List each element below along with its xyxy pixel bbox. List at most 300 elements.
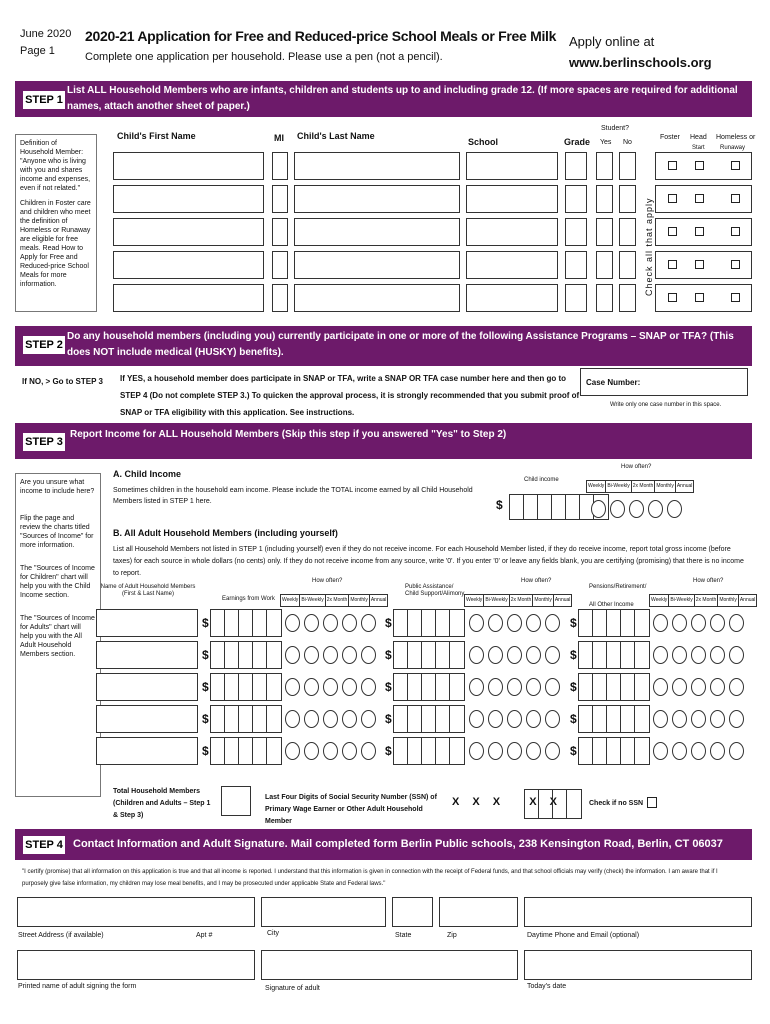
public-frequency-radio[interactable] xyxy=(507,710,522,728)
earnings-input[interactable] xyxy=(210,673,282,701)
public-assistance-input[interactable] xyxy=(393,705,465,733)
website-link[interactable]: www.berlinschools.org xyxy=(569,55,712,70)
pensions-frequency-radio[interactable] xyxy=(691,646,706,664)
foster-checkbox[interactable] xyxy=(668,260,677,269)
pensions-frequency-radio[interactable] xyxy=(672,614,687,632)
digit-cell xyxy=(225,610,239,636)
col-student: Student? xyxy=(601,125,630,132)
digit-cell xyxy=(621,706,635,732)
if-yes-instruction: If YES, a household member does participate in SNAP or TFA, write a SNAP OR TFA case number here and then go to STEP 4 (Do not complete STEP 3.) To quicken the approval process, it is strongly recommended that you submit proof of SNAP or TFA eligibility with this application. See instructions. xyxy=(120,374,580,417)
side-adults-chart: The "Sources of Income for Adults" chart will help you with the All Adult Household Members section. xyxy=(20,615,95,658)
page-number: Page 1 xyxy=(20,45,55,57)
frequency-option-label: Weekly xyxy=(281,595,300,606)
child-grade-input[interactable] xyxy=(565,251,587,279)
no-ssn-checkbox[interactable] xyxy=(647,797,657,808)
earnings-input[interactable] xyxy=(210,609,282,637)
state-input[interactable] xyxy=(392,897,433,927)
pensions-frequency-header xyxy=(649,594,757,607)
digit-cell xyxy=(436,642,450,668)
col-homeless: Homeless or xyxy=(716,134,756,141)
digit-cell xyxy=(422,706,436,732)
digit-cell xyxy=(621,674,635,700)
digit-cell xyxy=(621,610,635,636)
step3-tag: STEP 3 xyxy=(23,433,65,451)
pensions-dollar-sign: $ xyxy=(570,712,577,726)
status-checkbox-group xyxy=(655,284,752,312)
digit-cell xyxy=(593,674,607,700)
public-frequency-radio[interactable] xyxy=(507,742,522,760)
step2-band xyxy=(15,326,752,366)
child-frequency-radio[interactable] xyxy=(629,500,644,518)
pensions-frequency-radio[interactable] xyxy=(729,646,744,664)
ssn-label: Last Four Digits of Social Security Number (SSN) of Primary Wage Earner or Other Adult Household Member xyxy=(265,794,437,825)
earnings-frequency-radio[interactable] xyxy=(323,678,338,696)
digit-cell xyxy=(408,674,422,700)
pensions-frequency-radio[interactable] xyxy=(710,614,725,632)
col-earnings: Earnings from Work xyxy=(222,596,275,602)
earnings-frequency-radio[interactable] xyxy=(342,646,357,664)
digit-cell xyxy=(253,610,267,636)
digit-cell xyxy=(422,738,436,764)
digit-cell xyxy=(635,738,649,764)
signature-input[interactable] xyxy=(261,950,518,980)
digit-cell xyxy=(211,610,225,636)
digit-cell xyxy=(225,738,239,764)
child-last-name-input[interactable] xyxy=(294,251,460,279)
earnings-frequency-radio[interactable] xyxy=(285,678,300,696)
homeless-checkbox[interactable] xyxy=(731,293,740,302)
digit-cell xyxy=(450,706,464,732)
child-grade-input[interactable] xyxy=(565,218,587,246)
frequency-option-label: Bi-Weekly xyxy=(484,595,509,606)
pensions-frequency-radio[interactable] xyxy=(710,678,725,696)
digit-cell xyxy=(211,706,225,732)
homeless-checkbox[interactable] xyxy=(731,260,740,269)
pensions-dollar-sign: $ xyxy=(570,744,577,758)
digit-cell xyxy=(436,674,450,700)
pensions-frequency-radio[interactable] xyxy=(729,742,744,760)
digit-cell xyxy=(436,706,450,732)
child-mi-input[interactable] xyxy=(272,284,288,312)
child-first-name-input[interactable] xyxy=(113,152,264,180)
date-input[interactable] xyxy=(524,950,752,980)
earnings-frequency-radio[interactable] xyxy=(285,742,300,760)
earnings-input[interactable] xyxy=(210,737,282,765)
earnings-frequency-radio[interactable] xyxy=(323,710,338,728)
frequency-option-label: 2x Month xyxy=(326,595,350,606)
side-children-chart: The "Sources of Income for Children" chart will help you with the Child Income section. xyxy=(20,565,95,599)
check-all-label: Check all that apply xyxy=(644,197,654,296)
earnings-frequency-radio[interactable] xyxy=(361,678,376,696)
student-yes-box[interactable] xyxy=(596,152,613,180)
child-how-often: How often? xyxy=(621,464,652,470)
total-members-label: Total Household Members (Children and Adults – Step 1 & Step 3) xyxy=(113,788,211,819)
child-grade-input[interactable] xyxy=(565,284,587,312)
pensions-frequency-radio[interactable] xyxy=(653,646,668,664)
child-frequency-radio[interactable] xyxy=(610,500,625,518)
frequency-option-label: Bi-Weekly xyxy=(606,481,631,492)
digit-cell xyxy=(621,738,635,764)
digit-cell xyxy=(422,674,436,700)
digit-cell xyxy=(253,642,267,668)
digit-cell xyxy=(579,706,593,732)
earnings-frequency-radio[interactable] xyxy=(361,742,376,760)
pensions-frequency-radio[interactable] xyxy=(653,742,668,760)
public-frequency-radio[interactable] xyxy=(526,710,541,728)
foster-checkbox[interactable] xyxy=(668,161,677,170)
adult-name-input[interactable] xyxy=(96,705,198,733)
col-head-start: Head xyxy=(690,134,707,141)
child-frequency-radio[interactable] xyxy=(648,500,663,518)
earnings-frequency-radio[interactable] xyxy=(323,646,338,664)
pensions-input[interactable] xyxy=(578,737,650,765)
col-grade: Grade xyxy=(564,137,591,147)
student-yes-box[interactable] xyxy=(596,284,613,312)
child-last-name-input[interactable] xyxy=(294,218,460,246)
child-frequency-header xyxy=(586,480,694,493)
digit-cell xyxy=(450,738,464,764)
student-yes-box[interactable] xyxy=(596,218,613,246)
pensions-frequency-radio[interactable] xyxy=(729,614,744,632)
pensions-frequency-radio[interactable] xyxy=(672,710,687,728)
pensions-frequency-radio[interactable] xyxy=(672,646,687,664)
digit-cell xyxy=(635,706,649,732)
digit-cell xyxy=(253,738,267,764)
earnings-dollar-sign: $ xyxy=(202,616,209,630)
col-pensions: Pensions/Retirement/ All Other Income xyxy=(589,584,647,608)
step3-band xyxy=(15,423,752,459)
public-frequency-radio[interactable] xyxy=(507,646,522,664)
digit-cell xyxy=(211,674,225,700)
total-members-input[interactable] xyxy=(221,786,251,816)
state-label: State xyxy=(395,932,412,939)
digit-cell xyxy=(225,642,239,668)
case-number-note: Write only one case number in this space. xyxy=(610,402,722,408)
student-no-box[interactable] xyxy=(619,185,636,213)
earnings-frequency-radio[interactable] xyxy=(342,678,357,696)
earnings-frequency-radio[interactable] xyxy=(323,742,338,760)
digit-cell xyxy=(436,738,450,764)
earnings-frequency-radio[interactable] xyxy=(285,614,300,632)
phone-email-input[interactable] xyxy=(524,897,752,927)
case-number-label: Case Number: xyxy=(586,378,641,387)
pensions-how-often: How often? xyxy=(693,578,724,584)
child-income-title: A. Child Income xyxy=(113,469,182,479)
frequency-option-label: Weekly xyxy=(465,595,484,606)
public-frequency-radio[interactable] xyxy=(469,742,484,760)
earnings-input[interactable] xyxy=(210,705,282,733)
earnings-frequency-radio[interactable] xyxy=(342,614,357,632)
public-assistance-dollar-sign: $ xyxy=(385,680,392,694)
step3-sidebar xyxy=(15,473,101,797)
child-school-input[interactable] xyxy=(466,284,558,312)
adult-section-text: List all Household Members not listed in STEP 1 (including yourself) even if they do not receive income. For each Household Member listed, if they do receive income, report total gross income (before taxes) for each source in whole dollars (no cents) only. If they do not receive income from any source, write '0'. If you enter '0' or leave any fields blank, you are certifying (promising) that there is no income to report. xyxy=(113,546,744,577)
step1-band xyxy=(15,81,752,117)
printed-name-label: Printed name of adult signing the form xyxy=(18,983,137,990)
public-frequency-radio[interactable] xyxy=(545,678,560,696)
digit-cell xyxy=(579,610,593,636)
child-first-name-input[interactable] xyxy=(113,251,264,279)
date-label: Today's date xyxy=(527,983,567,990)
child-mi-input[interactable] xyxy=(272,251,288,279)
status-checkbox-group xyxy=(655,152,752,180)
phone-email-label: Daytime Phone and Email (optional) xyxy=(527,932,640,939)
head-start-checkbox[interactable] xyxy=(695,161,704,170)
public-frequency-radio[interactable] xyxy=(545,646,560,664)
digit-cell xyxy=(394,674,408,700)
child-last-name-input[interactable] xyxy=(294,284,460,312)
head-start-checkbox[interactable] xyxy=(695,227,704,236)
household-member-definition: Definition of Household Member: "Anyone who is living with you and shares income and expenses, even if not related." xyxy=(20,140,91,192)
step1-instructions: List ALL Household Members who are infants, children and students up to and including grade 12. (If more spaces are required for additional names, attach another sheet of paper.) xyxy=(67,85,738,112)
student-no-box[interactable] xyxy=(619,152,636,180)
earnings-frequency-header xyxy=(280,594,388,607)
digit-cell xyxy=(607,738,621,764)
frequency-option-label: Weekly xyxy=(587,481,606,492)
frequency-option-label: Weekly xyxy=(650,595,669,606)
pensions-frequency-radio[interactable] xyxy=(729,678,744,696)
child-frequency-radio[interactable] xyxy=(591,500,606,518)
digit-cell xyxy=(422,642,436,668)
public-frequency-radio[interactable] xyxy=(507,678,522,696)
digit-cell xyxy=(436,610,450,636)
foster-checkbox[interactable] xyxy=(668,293,677,302)
printed-name-input[interactable] xyxy=(17,950,255,980)
earnings-frequency-radio[interactable] xyxy=(361,614,376,632)
digit-cell xyxy=(607,610,621,636)
earnings-frequency-radio[interactable] xyxy=(304,646,319,664)
child-first-name-input[interactable] xyxy=(113,218,264,246)
foster-checkbox[interactable] xyxy=(668,227,677,236)
earnings-frequency-radio[interactable] xyxy=(361,646,376,664)
public-frequency-radio[interactable] xyxy=(545,742,560,760)
digit-cell xyxy=(635,610,649,636)
col-first-name: Child's First Name xyxy=(117,131,196,141)
step1-sidebar xyxy=(15,134,97,312)
ssn-masked: X X X X X xyxy=(452,796,563,808)
step3-instructions: Report Income for ALL Household Members (Skip this step if you answered "Yes" to Step 2) xyxy=(70,429,507,440)
if-no-instruction: If NO, > Go to STEP 3 xyxy=(22,377,103,386)
frequency-option-label: Monthly xyxy=(655,481,676,492)
case-number-field[interactable] xyxy=(580,368,748,396)
child-first-name-input[interactable] xyxy=(113,185,264,213)
digit-cell xyxy=(579,674,593,700)
homeless-checkbox[interactable] xyxy=(731,194,740,203)
pensions-frequency-radio[interactable] xyxy=(691,678,706,696)
pensions-frequency-radio[interactable] xyxy=(653,614,668,632)
student-yes-box[interactable] xyxy=(596,185,613,213)
side-flip: Flip the page and review the charts titled "Sources of Income" for more information. xyxy=(20,515,94,549)
city-label: City xyxy=(267,930,280,937)
zip-input[interactable] xyxy=(439,897,518,927)
public-assistance-dollar-sign: $ xyxy=(385,616,392,630)
no-ssn-label: Check if no SSN xyxy=(589,800,644,807)
digit-cell xyxy=(239,610,253,636)
earnings-frequency-radio[interactable] xyxy=(342,742,357,760)
pensions-frequency-radio[interactable] xyxy=(672,742,687,760)
public-assistance-input[interactable] xyxy=(393,737,465,765)
public-frequency-radio[interactable] xyxy=(526,646,541,664)
public-frequency-radio[interactable] xyxy=(545,614,560,632)
head-start-checkbox[interactable] xyxy=(695,293,704,302)
public-frequency-radio[interactable] xyxy=(488,614,503,632)
child-income-text: Sometimes children in the household earn income. Please include the TOTAL income earned by all Child Household Members listed in STEP 1 here. xyxy=(113,487,473,505)
pensions-frequency-radio[interactable] xyxy=(710,646,725,664)
public-frequency-radio[interactable] xyxy=(545,710,560,728)
earnings-frequency-radio[interactable] xyxy=(342,710,357,728)
digit-cell xyxy=(239,642,253,668)
public-frequency-radio[interactable] xyxy=(469,710,484,728)
ssn-last-four-input[interactable] xyxy=(524,789,582,819)
digit-cell xyxy=(239,706,253,732)
pensions-frequency-radio[interactable] xyxy=(691,742,706,760)
pensions-frequency-radio[interactable] xyxy=(691,614,706,632)
student-yes-box[interactable] xyxy=(596,251,613,279)
digit-cell xyxy=(267,706,281,732)
digit-cell xyxy=(593,642,607,668)
public-frequency-radio[interactable] xyxy=(488,710,503,728)
public-frequency-radio[interactable] xyxy=(469,614,484,632)
child-frequency-radio[interactable] xyxy=(667,500,682,518)
public-frequency-radio[interactable] xyxy=(526,614,541,632)
earnings-frequency-radio[interactable] xyxy=(304,710,319,728)
child-mi-input[interactable] xyxy=(272,152,288,180)
child-mi-input[interactable] xyxy=(272,218,288,246)
digit-cell xyxy=(635,642,649,668)
digit-cell xyxy=(450,674,464,700)
pensions-dollar-sign: $ xyxy=(570,680,577,694)
digit-cell xyxy=(607,674,621,700)
public-frequency-radio[interactable] xyxy=(507,614,522,632)
homeless-checkbox[interactable] xyxy=(731,161,740,170)
public-frequency-radio[interactable] xyxy=(488,646,503,664)
child-school-input[interactable] xyxy=(466,185,558,213)
earnings-dollar-sign: $ xyxy=(202,712,209,726)
public-frequency-header xyxy=(464,594,572,607)
pensions-input[interactable] xyxy=(578,609,650,637)
public-frequency-radio[interactable] xyxy=(526,742,541,760)
child-grade-input[interactable] xyxy=(565,185,587,213)
earnings-frequency-radio[interactable] xyxy=(361,710,376,728)
pensions-frequency-radio[interactable] xyxy=(653,710,668,728)
digit-cell xyxy=(579,738,593,764)
foster-checkbox[interactable] xyxy=(668,194,677,203)
digit-cell xyxy=(450,642,464,668)
public-frequency-radio[interactable] xyxy=(488,678,503,696)
homeless-checkbox[interactable] xyxy=(731,227,740,236)
digit-cell xyxy=(394,706,408,732)
col-last-name: Child's Last Name xyxy=(297,131,375,141)
status-checkbox-group xyxy=(655,251,752,279)
step2-question: Do any household members (including you) currently participate in one or more of the following Assistance Programs – SNAP or TFA? (This does NOT include medical (HUSKY) benefits). xyxy=(67,331,734,358)
pensions-frequency-radio[interactable] xyxy=(729,710,744,728)
status-checkbox-group xyxy=(655,218,752,246)
city-input[interactable] xyxy=(261,897,386,927)
digit-cell xyxy=(607,642,621,668)
public-frequency-radio[interactable] xyxy=(469,646,484,664)
digit-cell xyxy=(607,706,621,732)
frequency-option-label: Annual xyxy=(370,597,387,603)
earnings-frequency-radio[interactable] xyxy=(304,614,319,632)
step4-tag: STEP 4 xyxy=(23,836,65,854)
earnings-frequency-radio[interactable] xyxy=(304,678,319,696)
digit-cell xyxy=(225,706,239,732)
zip-label: Zip xyxy=(447,932,457,939)
certification-text: "I certify (promise) that all information on this application is true and that all income is reported. I understand that this information is given in connection with the receipt of Federal funds, and that school officials may verify (check) the information. I am aware that if I purposely give false information, my children may lose meal benefits, and I may be prosecuted under applicable State and Federal laws." xyxy=(22,869,718,887)
col-adult-name: Name of Adult Household Members (First & Last Name) xyxy=(100,584,196,597)
child-school-input[interactable] xyxy=(466,152,558,180)
public-assistance-input[interactable] xyxy=(393,673,465,701)
student-no-box[interactable] xyxy=(619,284,636,312)
earnings-input[interactable] xyxy=(210,641,282,669)
earnings-frequency-radio[interactable] xyxy=(304,742,319,760)
child-mi-input[interactable] xyxy=(272,185,288,213)
student-no-box[interactable] xyxy=(619,218,636,246)
earnings-frequency-radio[interactable] xyxy=(285,646,300,664)
public-frequency-radio[interactable] xyxy=(526,678,541,696)
pensions-input[interactable] xyxy=(578,641,650,669)
head-start-checkbox[interactable] xyxy=(695,260,704,269)
child-school-input[interactable] xyxy=(466,218,558,246)
adult-name-input[interactable] xyxy=(96,737,198,765)
col-head-start-2: Start xyxy=(692,145,705,151)
pensions-frequency-radio[interactable] xyxy=(653,678,668,696)
step2-tag: STEP 2 xyxy=(23,336,65,354)
pensions-frequency-radio[interactable] xyxy=(691,710,706,728)
head-start-checkbox[interactable] xyxy=(695,194,704,203)
frequency-option-label: 2x Month xyxy=(695,595,719,606)
public-assistance-input[interactable] xyxy=(393,641,465,669)
adult-name-input[interactable] xyxy=(96,673,198,701)
pensions-frequency-radio[interactable] xyxy=(710,742,725,760)
earnings-dollar-sign: $ xyxy=(202,744,209,758)
adult-name-input[interactable] xyxy=(96,609,198,637)
pensions-frequency-radio[interactable] xyxy=(672,678,687,696)
digit-cell xyxy=(239,738,253,764)
child-school-input[interactable] xyxy=(466,251,558,279)
child-grade-input[interactable] xyxy=(565,152,587,180)
public-frequency-radio[interactable] xyxy=(469,678,484,696)
pensions-dollar-sign: $ xyxy=(570,616,577,630)
street-address-input[interactable] xyxy=(17,897,255,927)
public-assistance-input[interactable] xyxy=(393,609,465,637)
public-frequency-radio[interactable] xyxy=(488,742,503,760)
public-how-often: How often? xyxy=(521,578,552,584)
public-assistance-dollar-sign: $ xyxy=(385,712,392,726)
frequency-option-label: Monthly xyxy=(718,595,739,606)
child-first-name-input[interactable] xyxy=(113,284,264,312)
digit-cell xyxy=(211,642,225,668)
adult-name-input[interactable] xyxy=(96,641,198,669)
step1-tag: STEP 1 xyxy=(23,91,65,109)
digit-cell xyxy=(408,642,422,668)
earnings-frequency-radio[interactable] xyxy=(323,614,338,632)
child-last-name-input[interactable] xyxy=(294,152,460,180)
digit-cell xyxy=(253,674,267,700)
pensions-input[interactable] xyxy=(578,673,650,701)
earnings-frequency-radio[interactable] xyxy=(285,710,300,728)
pensions-frequency-radio[interactable] xyxy=(710,710,725,728)
digit-cell xyxy=(593,706,607,732)
child-last-name-input[interactable] xyxy=(294,185,460,213)
student-no-box[interactable] xyxy=(619,251,636,279)
digit-cell xyxy=(408,706,422,732)
frequency-option-label: Bi-Weekly xyxy=(669,595,694,606)
col-public-assistance: Public Assistance/ Child Support/Alimony xyxy=(405,584,465,597)
digit-cell xyxy=(267,642,281,668)
pensions-input[interactable] xyxy=(578,705,650,733)
frequency-option-label: Bi-Weekly xyxy=(300,595,325,606)
